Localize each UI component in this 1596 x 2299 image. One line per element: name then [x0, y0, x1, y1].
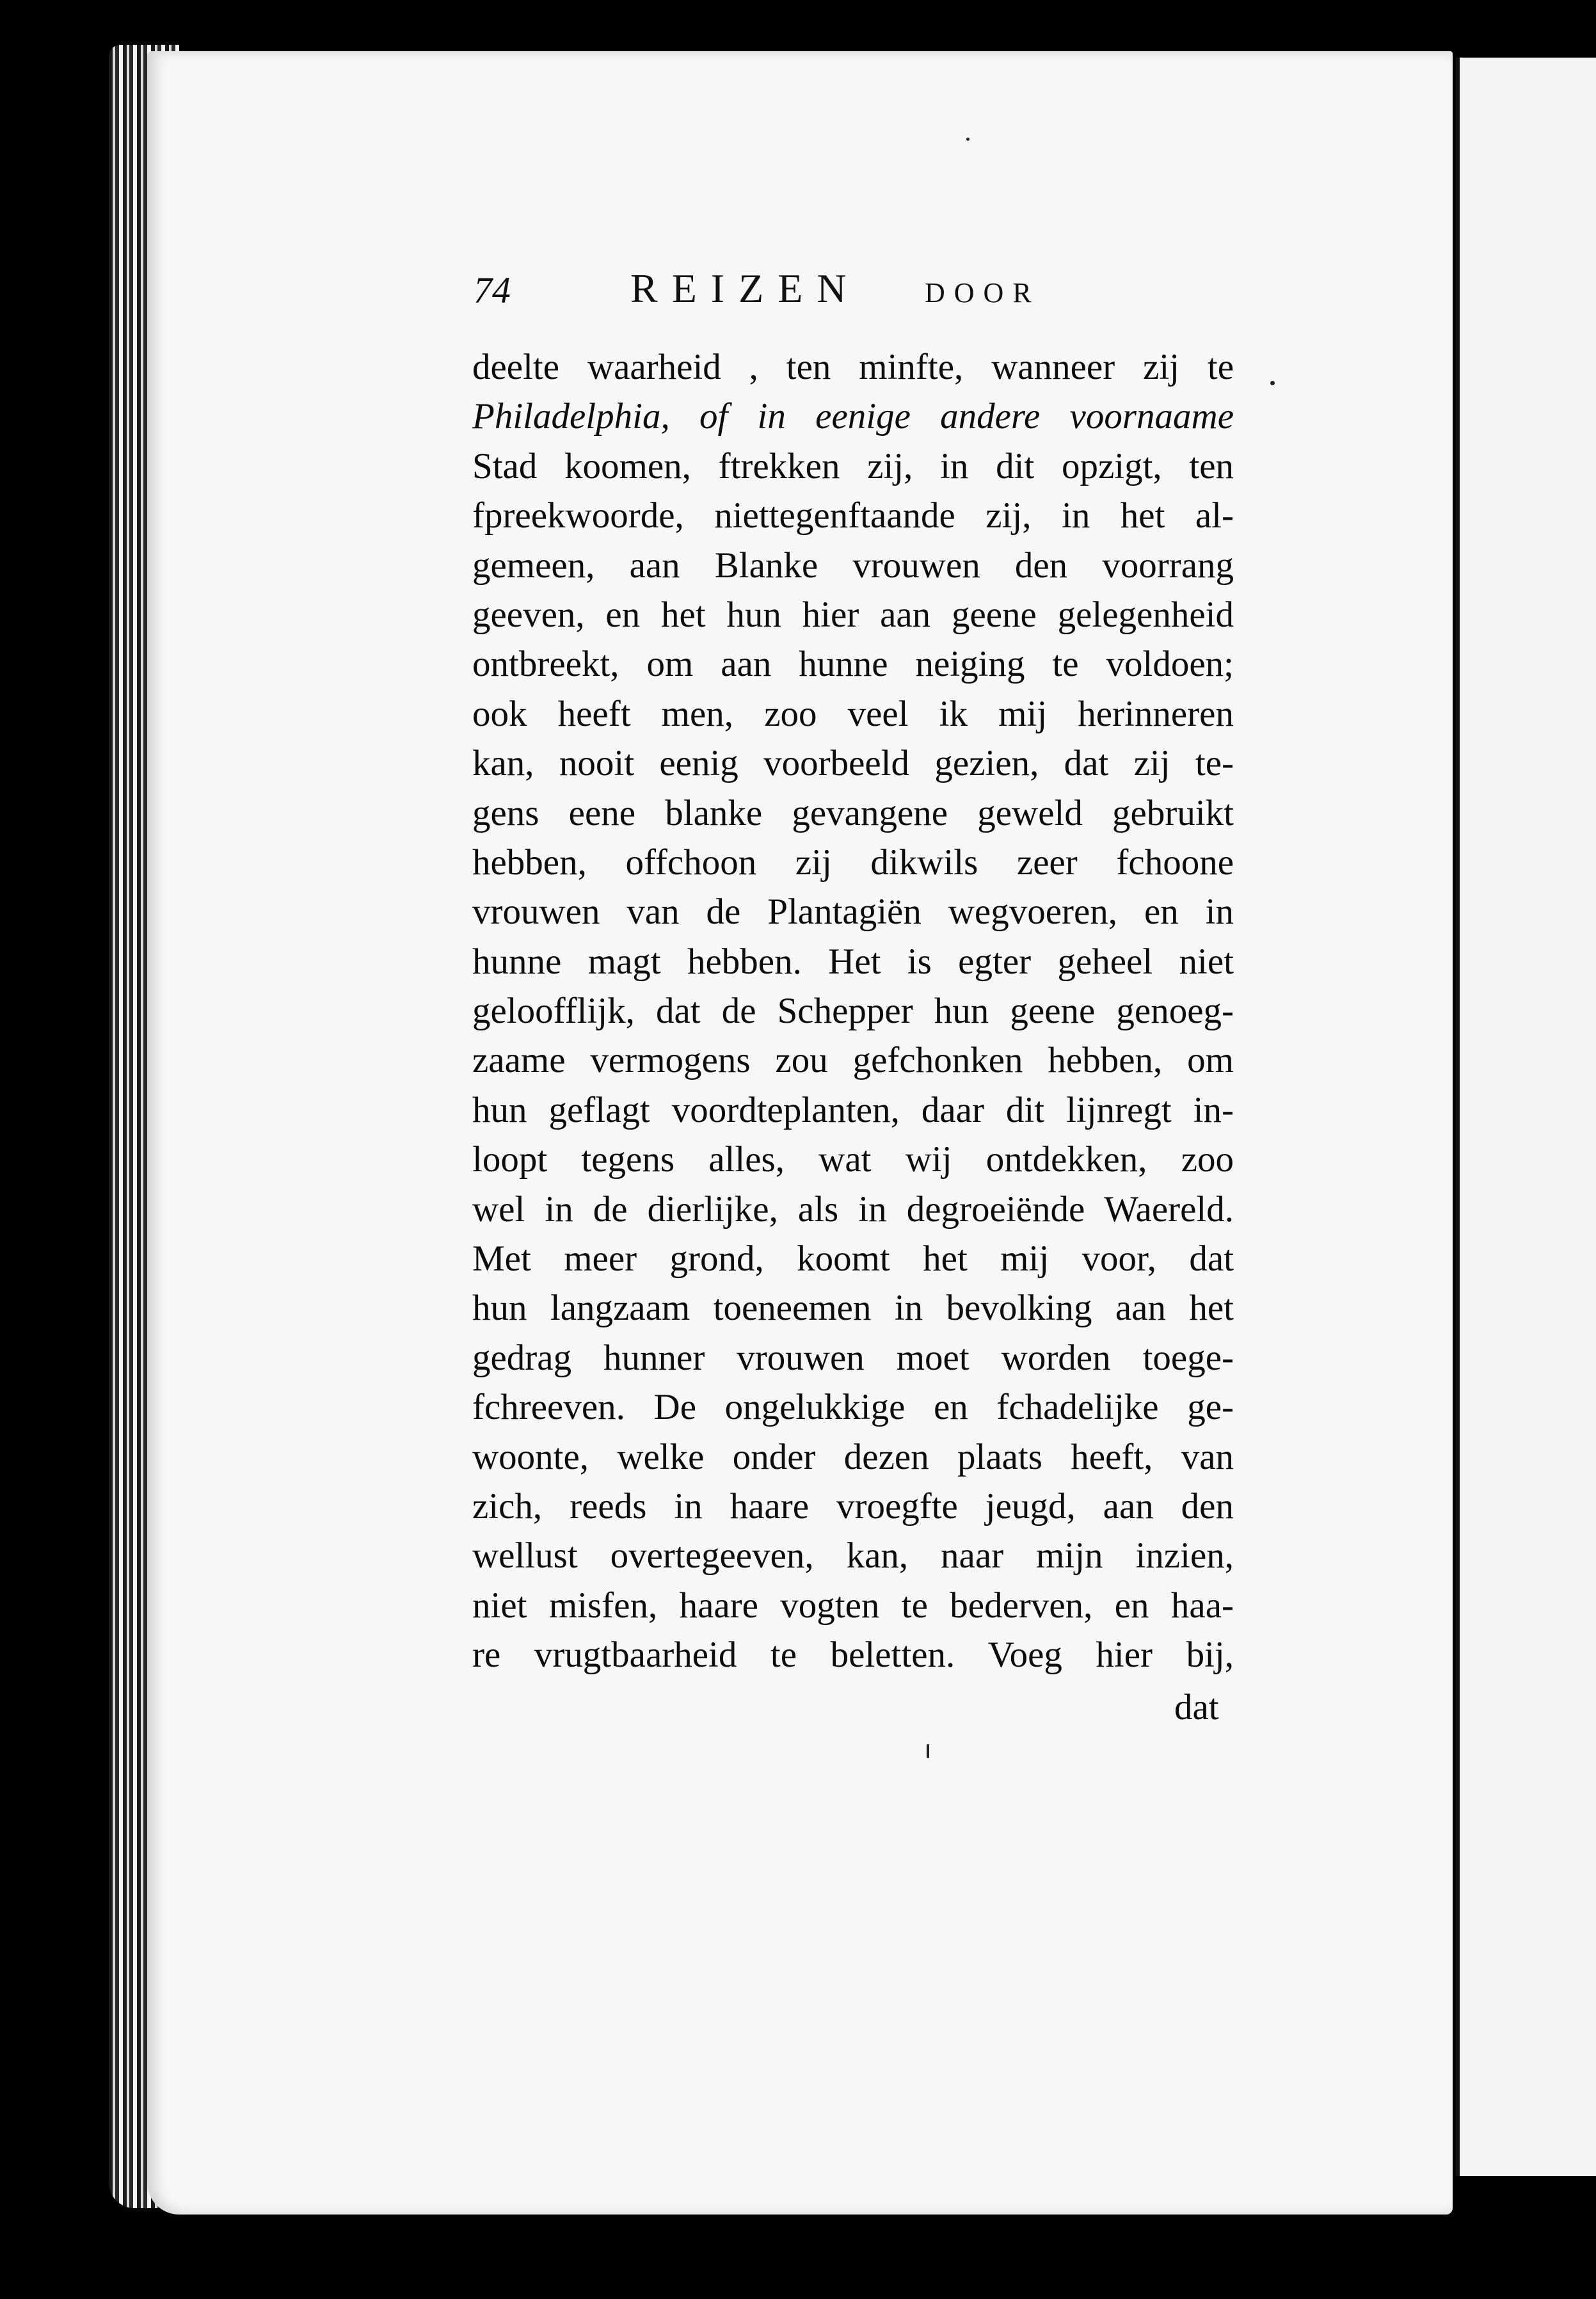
text-line: deelte waarheid , ten minfte, wanneer zij te	[472, 347, 1234, 387]
text-line: fpreekwoorde, niettegenftaande zij, in het al-	[472, 495, 1234, 536]
text-line: hun geflagt voordteplanten, daar dit lijnregt in-	[472, 1089, 1234, 1130]
text-line: zaame vermogens zou gefchonken hebben, om	[472, 1040, 1234, 1081]
text-line: hun langzaam toeneemen in bevolking aan het	[472, 1288, 1234, 1329]
text-line: hebben, offchoon zij dikwils zeer fchoone	[472, 842, 1234, 883]
catchword: dat	[1174, 1687, 1219, 1727]
text-line: fchreeven. De ongelukkige en fchadelijke ge-	[472, 1387, 1234, 1428]
text-line: ontbreekt, om aan hunne neiging te voldoen;	[472, 644, 1234, 685]
text-line: gedrag hunner vrouwen moet worden toege-	[472, 1337, 1234, 1378]
text-line: vrouwen van de Plantagiën wegvoeren, en in	[472, 892, 1234, 933]
page-header	[474, 266, 1241, 326]
text-line: gemeen, aan Blanke vrouwen den voorrang	[472, 545, 1234, 586]
text-line: Met meer grond, koomt het mij voor, dat	[472, 1238, 1234, 1279]
text-line: kan, nooit eenig voorbeeld gezien, dat zij te-	[472, 743, 1234, 784]
running-title: REIZEN	[630, 266, 861, 311]
facing-page-edge	[1456, 58, 1596, 2176]
text-line: ook heeft men, zoo veel ik mij herinneren	[472, 693, 1234, 734]
text-line: Philadelphia, of in eenige andere voornaame	[472, 396, 1234, 437]
text-line: geeven, en het hun hier aan geene gelegenheid	[472, 594, 1234, 635]
text-line: geloofflijk, dat de Schepper hun geene genoeg-	[472, 991, 1234, 1032]
text-line: woonte, welke onder dezen plaats heeft, van	[472, 1436, 1234, 1477]
page-number: 74	[474, 269, 511, 311]
text-line: re vrugtbaarheid te beletten. Voeg hier bij,	[472, 1635, 1234, 1676]
text-line: niet misfen, haare vogten te bederven, en haa-	[472, 1585, 1234, 1626]
text-line: gens eene blanke gevangene geweld gebruikt	[472, 792, 1234, 833]
text-line: wel in de dierlijke, als in degroeiënde Waereld.	[472, 1189, 1234, 1230]
text-line: zich, reeds in haare vroegfte jeugd, aan den	[472, 1486, 1234, 1526]
running-title-small: DOOR	[925, 277, 1041, 308]
text-line: hunne magt hebben. Het is egter geheel niet	[472, 941, 1234, 982]
ink-speck	[966, 138, 970, 141]
ink-speck	[1270, 381, 1275, 385]
ink-speck	[927, 1744, 929, 1758]
text-line: Stad koomen, ftrekken zij, in dit opzigt, ten	[472, 445, 1234, 486]
text-line: loopt tegens alles, wat wij ontdekken, zoo	[472, 1139, 1234, 1180]
text-line: wellust overtegeeven, kan, naar mijn inzien,	[472, 1535, 1234, 1576]
body-text	[472, 342, 1234, 1680]
